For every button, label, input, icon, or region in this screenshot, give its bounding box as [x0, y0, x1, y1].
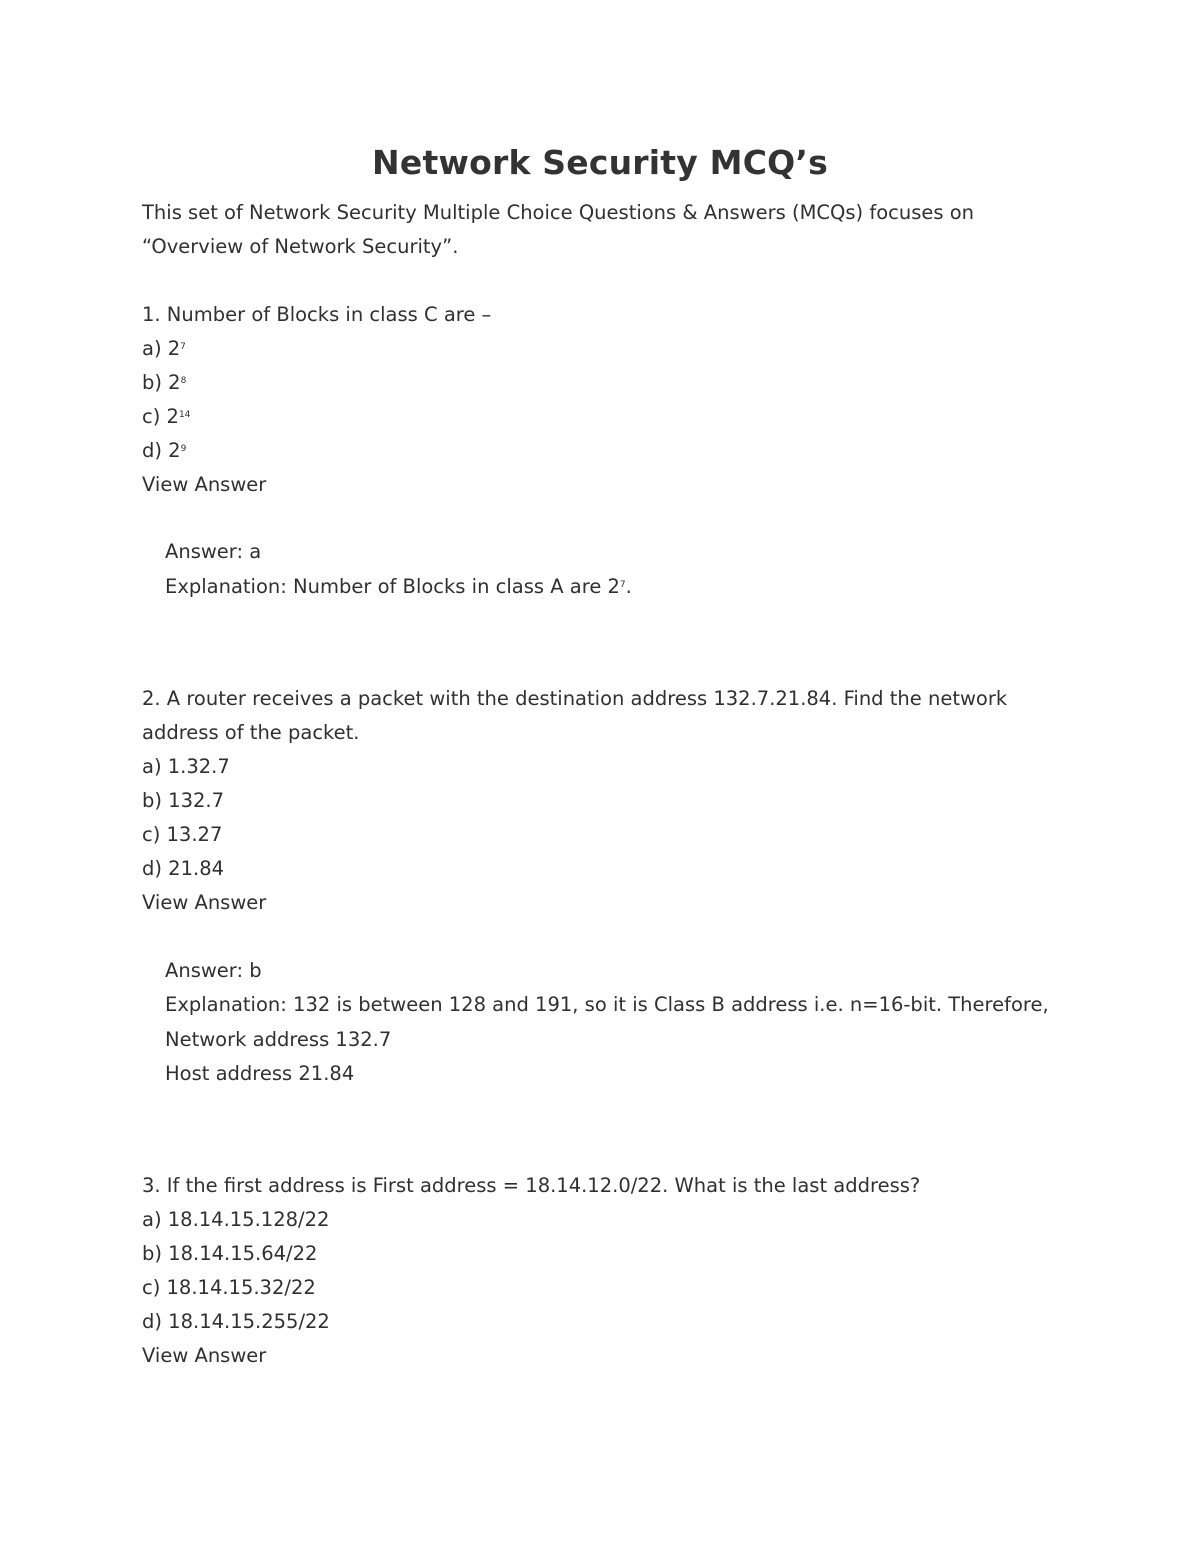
question-1-option-a: a) $2^7$ [142, 337, 186, 360]
exponent: 7 [180, 342, 186, 352]
question-2-explanation-line-1: Explanation: 132 is between 128 and 191, so it is Class B address i.e. n=16-bit. Therefore, [165, 993, 1049, 1016]
question-2-option-b: b) 132.7 [142, 789, 225, 812]
question-3-option-c: c) 18.14.15.32/22 [142, 1276, 316, 1299]
question-3-view-answer[interactable]: View Answer [142, 1344, 267, 1367]
exponent: 9 [180, 444, 187, 454]
question-1-text: 1. Number of Blocks in class C are – [142, 303, 492, 326]
intro-text-line-1: This set of Network Security Multiple Choice Questions & Answers (MCQs) focuses on [142, 201, 975, 224]
question-1-view-answer[interactable]: View Answer [142, 473, 267, 496]
question-2-answer: Answer: b [165, 959, 262, 982]
intro-text-line-2: “Overview of Network Security”. [142, 235, 459, 258]
question-1-answer: Answer: a [165, 540, 262, 563]
question-2-text-line-2: address of the packet. [142, 721, 360, 744]
question-2-view-answer[interactable]: View Answer [142, 891, 267, 914]
question-2-option-c: c) 13.27 [142, 823, 223, 846]
question-1-option-c: c) $2^{14}$ [142, 405, 191, 428]
question-3-option-d: d) 18.14.15.255/22 [142, 1310, 330, 1333]
page-title: Network Security MCQ’s [372, 143, 828, 182]
question-2-text-line-1: 2. A router receives a packet with the destination address 132.7.21.84. Find the network [142, 687, 1008, 710]
question-3-option-a: a) 18.14.15.128/22 [142, 1208, 330, 1231]
question-1-option-b: b) $2^8$ [142, 371, 187, 394]
question-1-option-d: d) $2^9$ [142, 439, 187, 462]
exponent: 7 [619, 580, 626, 590]
question-3-option-b: b) 18.14.15.64/22 [142, 1242, 318, 1265]
question-2-explanation-line-3: Host address 21.84 [165, 1062, 355, 1085]
question-1-explanation: Explanation: Number of Blocks in class A are $2^7$. [165, 575, 632, 598]
exponent: 8 [180, 376, 187, 386]
question-2-option-a: a) 1.32.7 [142, 755, 230, 778]
question-3-text: 3. If the first address is First address = 18.14.12.0/22. What is the last address? [142, 1174, 921, 1197]
question-2-explanation-line-2: Network address 132.7 [165, 1028, 392, 1051]
question-2-option-d: d) 21.84 [142, 857, 225, 880]
exponent: 14 [178, 410, 191, 420]
